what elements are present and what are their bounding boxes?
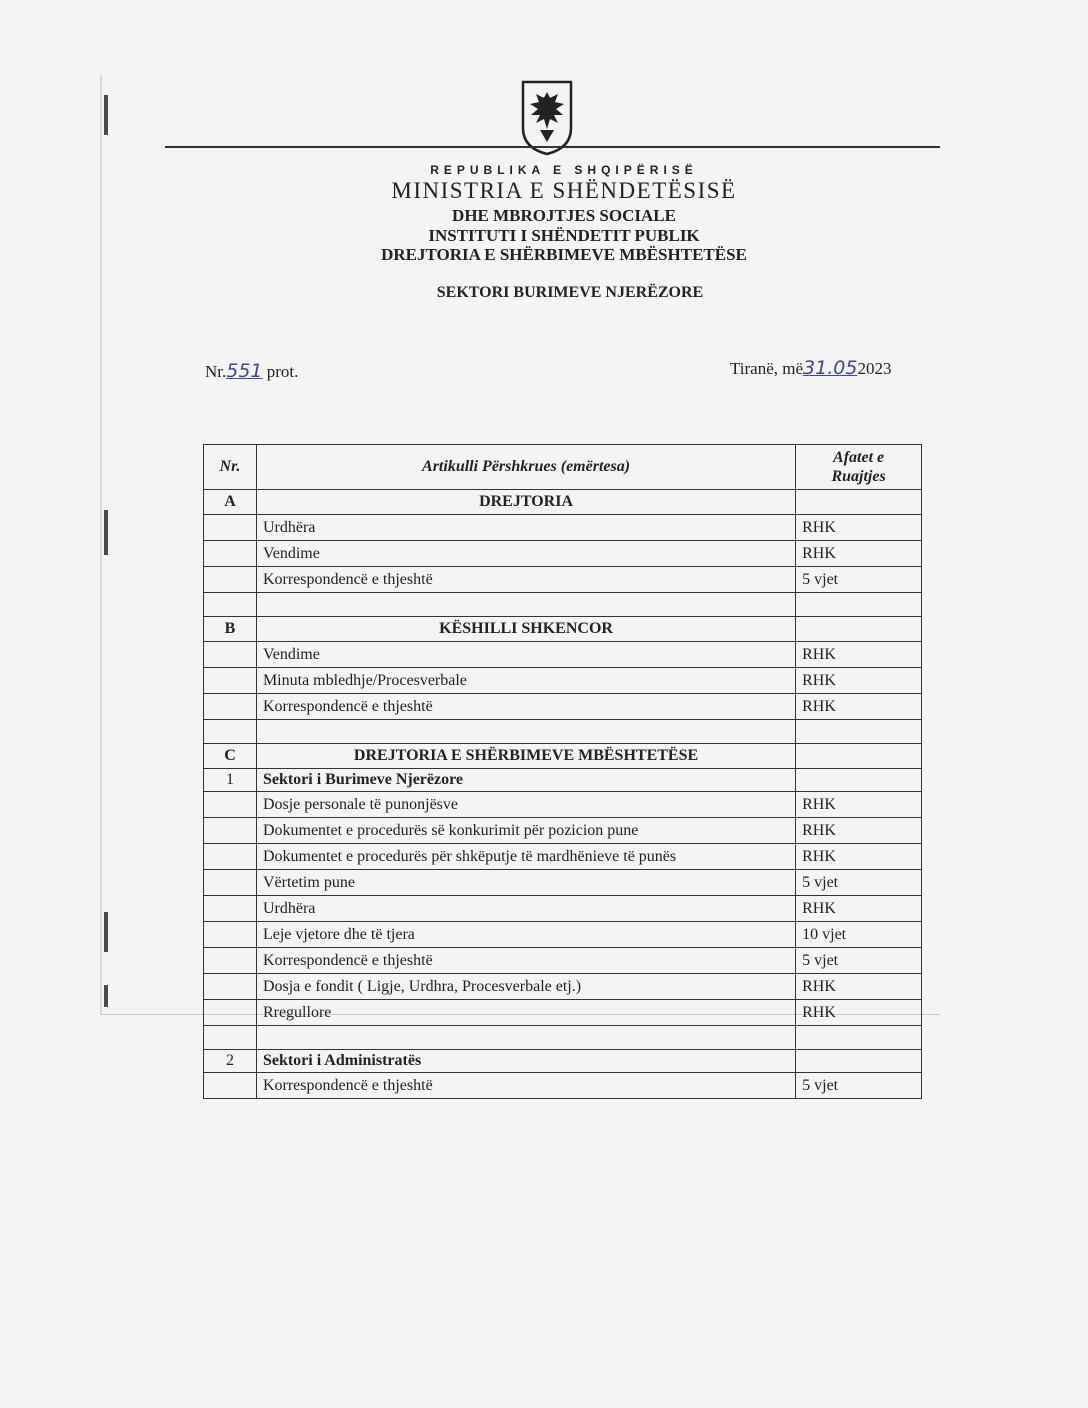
retention-cell: 5 vjet bbox=[796, 948, 922, 974]
subsection-row bbox=[204, 1050, 922, 1073]
protocol-nr-label: Nr. bbox=[205, 362, 227, 381]
sector-name: SEKTORI BURIMEVE NJERËZORE bbox=[436, 284, 704, 301]
article-cell: Vendime bbox=[256, 642, 795, 668]
table-row bbox=[204, 948, 922, 974]
article-cell: Rregullore bbox=[256, 1000, 795, 1026]
blank-row bbox=[204, 593, 922, 617]
subsection-title: Sektori i Administratës bbox=[256, 1050, 795, 1073]
header-retention bbox=[796, 445, 922, 490]
retention-cell: RHK bbox=[796, 642, 922, 668]
retention-cell: RHK bbox=[796, 668, 922, 694]
article-cell: Vendime bbox=[256, 541, 795, 567]
scan-mark bbox=[104, 985, 108, 1007]
subsection-code: 2 bbox=[204, 1050, 257, 1073]
scan-mark bbox=[104, 912, 108, 952]
article-cell: Korrespondencë e thjeshtë bbox=[256, 694, 795, 720]
section-title: KËSHILLI SHKENCOR bbox=[256, 617, 795, 642]
article-cell: Korrespondencë e thjeshtë bbox=[256, 567, 795, 593]
subsection-row bbox=[204, 769, 922, 792]
header-retention-line2: Ruajtjes bbox=[831, 468, 886, 485]
table-row bbox=[204, 844, 922, 870]
retention-cell: RHK bbox=[796, 694, 922, 720]
place-label: Tiranë, më bbox=[730, 359, 804, 378]
table-row bbox=[204, 668, 922, 694]
retention-cell: RHK bbox=[796, 974, 922, 1000]
protocol-nr-handwritten: 551 bbox=[226, 360, 263, 382]
article-cell: Dokumentet e procedurës për shkëputje të mardhënieve të punës bbox=[256, 844, 795, 870]
article-cell: Vërtetim pune bbox=[256, 870, 795, 896]
table-row bbox=[204, 1073, 922, 1099]
retention-schedule-table bbox=[203, 444, 922, 1099]
institute-name: INSTITUTI I SHËNDETIT PUBLIK bbox=[428, 226, 700, 245]
table-row bbox=[204, 567, 922, 593]
subsection-title: Sektori i Burimeve Njerëzore bbox=[256, 769, 795, 792]
date-handwritten: 31.05 bbox=[803, 357, 858, 379]
retention-cell: 10 vjet bbox=[796, 922, 922, 948]
article-cell: Urdhëra bbox=[256, 515, 795, 541]
article-cell: Leje vjetore dhe të tjera bbox=[256, 922, 795, 948]
retention-cell: RHK bbox=[796, 844, 922, 870]
section-code: A bbox=[204, 490, 257, 515]
subsection-code: 1 bbox=[204, 769, 257, 792]
table-row bbox=[204, 974, 922, 1000]
section-code: B bbox=[204, 617, 257, 642]
section-row bbox=[204, 744, 922, 769]
article-cell: Korrespondencë e thjeshtë bbox=[256, 1073, 795, 1099]
protocol-number bbox=[205, 360, 298, 382]
header-article: Artikulli Përshkrues (emërtesa) bbox=[256, 445, 795, 490]
table-row bbox=[204, 642, 922, 668]
retention-cell: RHK bbox=[796, 541, 922, 567]
directorate-name: DREJTORIA E SHËRBIMEVE MBËSHTETËSE bbox=[381, 245, 747, 264]
ministry-name: MINISTRIA E SHËNDETËSISË bbox=[391, 178, 737, 203]
retention-cell: RHK bbox=[796, 1000, 922, 1026]
coat-of-arms-emblem-icon bbox=[520, 78, 574, 156]
date-year: 2023 bbox=[857, 359, 892, 378]
header-nr: Nr. bbox=[204, 445, 257, 490]
table-row bbox=[204, 694, 922, 720]
scan-mark bbox=[104, 510, 108, 555]
table-row bbox=[204, 541, 922, 567]
article-cell: Korrespondencë e thjeshtë bbox=[256, 948, 795, 974]
header-retention-line1: Afatet e bbox=[833, 449, 885, 466]
table-row bbox=[204, 1000, 922, 1026]
retention-cell: RHK bbox=[796, 515, 922, 541]
table-row bbox=[204, 515, 922, 541]
protocol-prot-label: prot. bbox=[266, 362, 299, 381]
table-row bbox=[204, 922, 922, 948]
section-title: DREJTORIA E SHËRBIMEVE MBËSHTETËSE bbox=[256, 744, 795, 769]
article-cell: Minuta mbledhje/Procesverbale bbox=[256, 668, 795, 694]
blank-row bbox=[204, 1026, 922, 1050]
retention-cell: RHK bbox=[796, 896, 922, 922]
ministry-name-line2: DHE MBROJTJES SOCIALE bbox=[452, 206, 676, 225]
section-row bbox=[204, 490, 922, 515]
article-cell: Dosja e fondit ( Ligje, Urdhra, Procesverbale etj.) bbox=[256, 974, 795, 1000]
table-row bbox=[204, 896, 922, 922]
section-code: C bbox=[204, 744, 257, 769]
article-cell: Dokumentet e procedurës së konkurimit për pozicion pune bbox=[256, 818, 795, 844]
scan-mark bbox=[104, 95, 108, 135]
country-name: REPUBLIKA E SHQIPËRISË bbox=[430, 163, 698, 177]
section-row bbox=[204, 617, 922, 642]
retention-cell: 5 vjet bbox=[796, 870, 922, 896]
table-row bbox=[204, 870, 922, 896]
table-header-row bbox=[204, 445, 922, 490]
section-title: DREJTORIA bbox=[256, 490, 795, 515]
retention-cell: 5 vjet bbox=[796, 567, 922, 593]
table-row bbox=[204, 792, 922, 818]
article-cell: Dosje personale të punonjësve bbox=[256, 792, 795, 818]
retention-cell: RHK bbox=[796, 792, 922, 818]
retention-cell: RHK bbox=[796, 818, 922, 844]
article-cell: Urdhëra bbox=[256, 896, 795, 922]
document-date bbox=[730, 357, 891, 379]
table-row bbox=[204, 818, 922, 844]
header-rule bbox=[165, 146, 940, 148]
retention-cell: 5 vjet bbox=[796, 1073, 922, 1099]
blank-row bbox=[204, 720, 922, 744]
